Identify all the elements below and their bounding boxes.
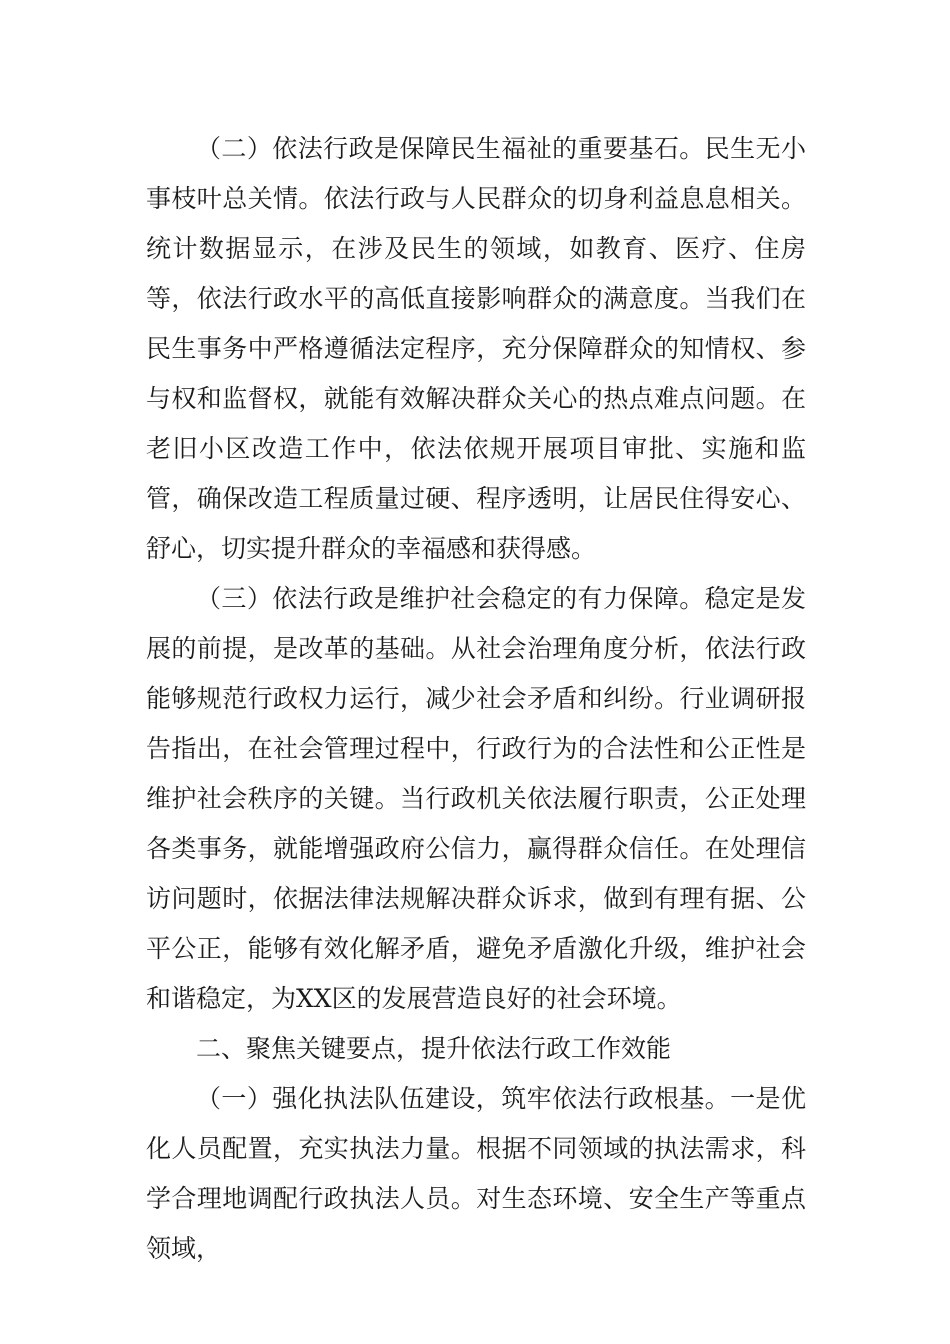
section-heading: 二、聚焦关键要点，提升依法行政工作效能 — [196, 1034, 672, 1063]
paragraph-livelihood: （二）依法行政是保障民生福祉的重要基石。民生无小事枝叶总关情。依法行政与人民群众的切身利益息息相关。统计数据显示，在涉及民生的领域，如教育、医疗、住房等，依法行政水平的高低直接影响群众的满意度。当我们在民生事务中严格遵循法定程序，充分保障群众的知情权、参与权和监督权，就能有效解决群众关心的热点难点问题。在老旧小区改造工作中，依法依规开展项目审批、实施和监管，确保改造工程质量过硬、程序透明，让居民住得安心、舒心，切实提升群众的幸福感和获得感。 — [146, 134, 806, 563]
paragraph-team-building: （一）强化执法队伍建设，筑牢依法行政根基。一是优化人员配置，充实执法力量。根据不同领域的执法需求，科学合理地调配行政执法人员。对生态环境、安全生产等重点领域， — [146, 1084, 806, 1263]
document-body — [146, 124, 806, 1274]
paragraph-stability: （三）依法行政是维护社会稳定的有力保障。稳定是发展的前提，是改革的基础。从社会治理角度分析，依法行政能够规范行政权力运行，减少社会矛盾和纠纷。行业调研报告指出，在社会管理过程中，行政行为的合法性和公正性是维护社会秩序的关键。当行政机关依法履行职责，公正处理各类事务，就能增强政府公信力，赢得群众信任。在处理信访问题时，依据法律法规解决群众诉求，做到有理有据、公平公正，能够有效化解矛盾，避免矛盾激化升级，维护社会和谐稳定，为XX区的发展营造良好的社会环境。 — [146, 584, 806, 1013]
